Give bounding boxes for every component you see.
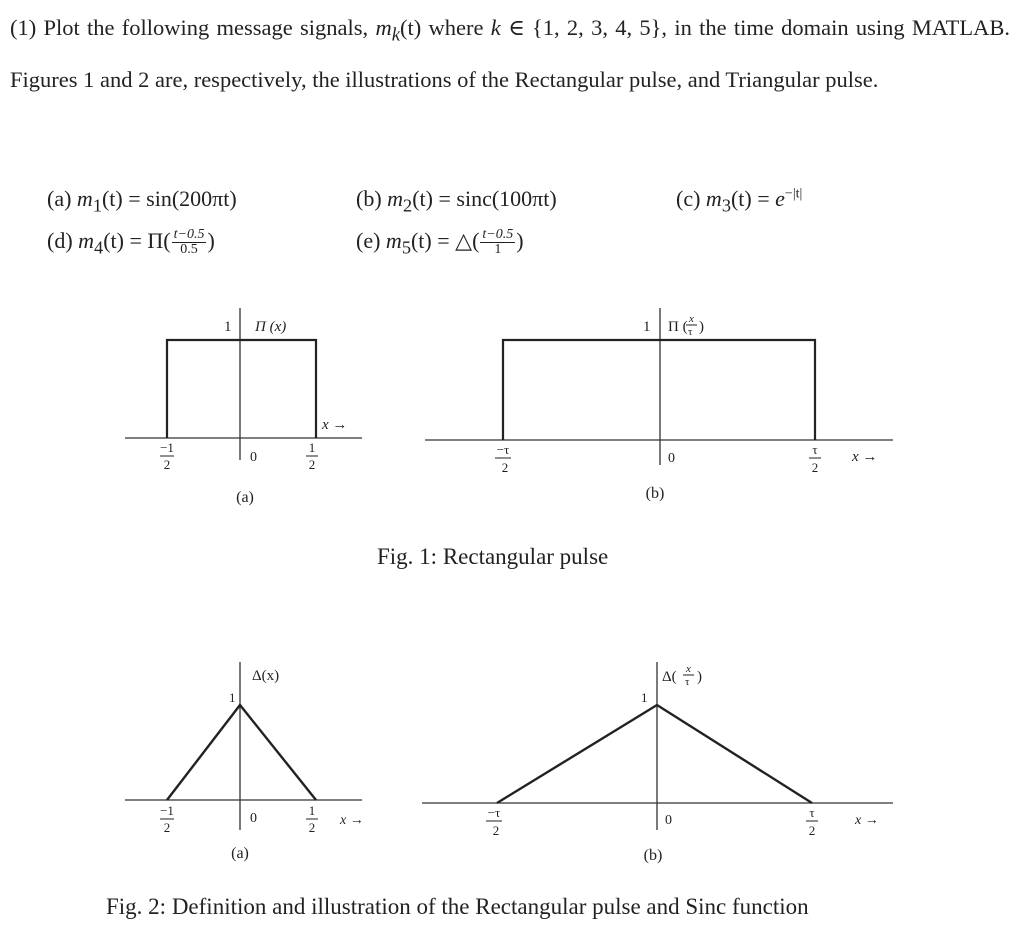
tick-num: 1 [308, 440, 316, 455]
height-label: 1 [229, 690, 236, 705]
eq-rhs: sin(200πt) [146, 186, 237, 211]
intro-text: (1) Plot the following message signals, [10, 15, 376, 40]
triangle-curve [497, 705, 812, 803]
tick-num: −1 [160, 803, 174, 818]
tick-zero: 0 [668, 451, 675, 466]
func-label: Δ( [662, 669, 677, 685]
tick-num: 1 [308, 803, 316, 818]
eq-sub: 4 [94, 237, 104, 258]
intro-rest: , in the time domain using MATLAB. Figures 1 and 2 are, respectively, the illustrations of the Rectangular pulse, and Triangular pulse. [10, 15, 1011, 92]
tick-num: −1 [160, 440, 174, 455]
eq-close: ) [207, 228, 215, 253]
eq-num: t−0.5 [173, 227, 205, 243]
func-den: τ [685, 676, 690, 688]
eq-m: m [385, 228, 402, 253]
tick-zero: 0 [250, 450, 257, 465]
tick-den: 2 [492, 823, 500, 838]
eq-label: (c) [676, 186, 701, 211]
eq-arg: (t) = [410, 228, 456, 253]
eq-arg: (t) = [730, 186, 776, 211]
intro-m: m [375, 15, 392, 40]
eq-m: m [78, 228, 95, 253]
eq-sub: 2 [403, 195, 413, 216]
intro-where: where [421, 15, 491, 40]
eq-rhs: sinc(100πt) [456, 186, 557, 211]
subfig-label: (a) [231, 845, 249, 862]
func-close: ) [699, 319, 704, 335]
eq-label: (e) [356, 228, 381, 253]
eq-m: m [705, 186, 722, 211]
eq-arg: (t) = [101, 186, 147, 211]
eq-sub: 1 [92, 195, 102, 216]
fig1a-rect-pulse [125, 308, 362, 506]
func-label: Δ(x) [252, 668, 280, 684]
height-label: 1 [224, 319, 232, 335]
tick-den: 2 [808, 823, 816, 838]
subfig-label: (a) [236, 489, 254, 506]
eq-sup: −|t| [784, 186, 803, 202]
tick-den: 2 [811, 460, 819, 475]
eq-label: (b) [356, 186, 382, 211]
eq-label: (d) [47, 228, 73, 253]
height-label: 1 [643, 319, 651, 335]
fig2b-tri-pulse [422, 662, 893, 864]
intro-k: k [391, 24, 401, 46]
fig1b-rect-pulse [425, 308, 893, 502]
axis-label: x → [322, 417, 348, 433]
func-close: ) [697, 669, 702, 685]
intro-kvar: k [490, 15, 501, 40]
tick-num: −τ [487, 805, 501, 820]
func-num: x [689, 313, 694, 325]
triangle-curve [167, 705, 316, 800]
func-label: Π ( [668, 319, 688, 335]
eq-arg: (t) = [103, 228, 148, 253]
tick-num: τ [812, 442, 818, 457]
fig2a-tri-pulse [125, 662, 364, 862]
eq-m: m [387, 186, 404, 211]
pulse-curve [503, 340, 815, 440]
func-label: Π (x) [255, 319, 287, 335]
tick-zero: 0 [665, 813, 672, 828]
tick-den: 2 [163, 820, 171, 835]
func-den: τ [688, 326, 693, 338]
tick-zero: 0 [250, 811, 257, 826]
eq-rhs: Π( [147, 228, 171, 253]
func-num: x [686, 663, 691, 675]
intro-set: ∈ {1, 2, 3, 4, 5} [500, 15, 662, 40]
subfig-label: (b) [643, 847, 663, 864]
eq-sub: 3 [721, 195, 731, 216]
eq-arg: (t) = [412, 186, 457, 211]
fig1-caption: Fig. 1: Rectangular pulse [377, 544, 609, 569]
eq-num: t−0.5 [482, 227, 514, 243]
eq-m: m [76, 186, 93, 211]
tick-den: 2 [163, 457, 171, 472]
subfig-label: (b) [645, 485, 665, 502]
tick-num: −τ [496, 442, 510, 457]
eq-sub: 5 [401, 237, 411, 258]
tick-den: 2 [308, 820, 316, 835]
pulse-curve [167, 340, 316, 438]
axis-label: x → [855, 813, 879, 828]
tick-den: 2 [308, 457, 316, 472]
fig2-caption: Fig. 2: Definition and illustration of the Rectangular pulse and Sinc function [106, 894, 809, 919]
height-label: 1 [641, 690, 648, 705]
eq-rhs: △( [455, 228, 480, 253]
eq-den: 0.5 [180, 242, 198, 258]
intro-t: (t) [400, 15, 422, 40]
eq-label: (a) [47, 186, 72, 211]
axis-label: x → [340, 813, 364, 828]
tick-num: τ [809, 805, 815, 820]
eq-den: 1 [494, 242, 502, 258]
axis-label: x → [852, 449, 878, 465]
tick-den: 2 [501, 460, 509, 475]
eq-close: ) [516, 228, 524, 253]
eq-rhs: e [775, 186, 785, 211]
